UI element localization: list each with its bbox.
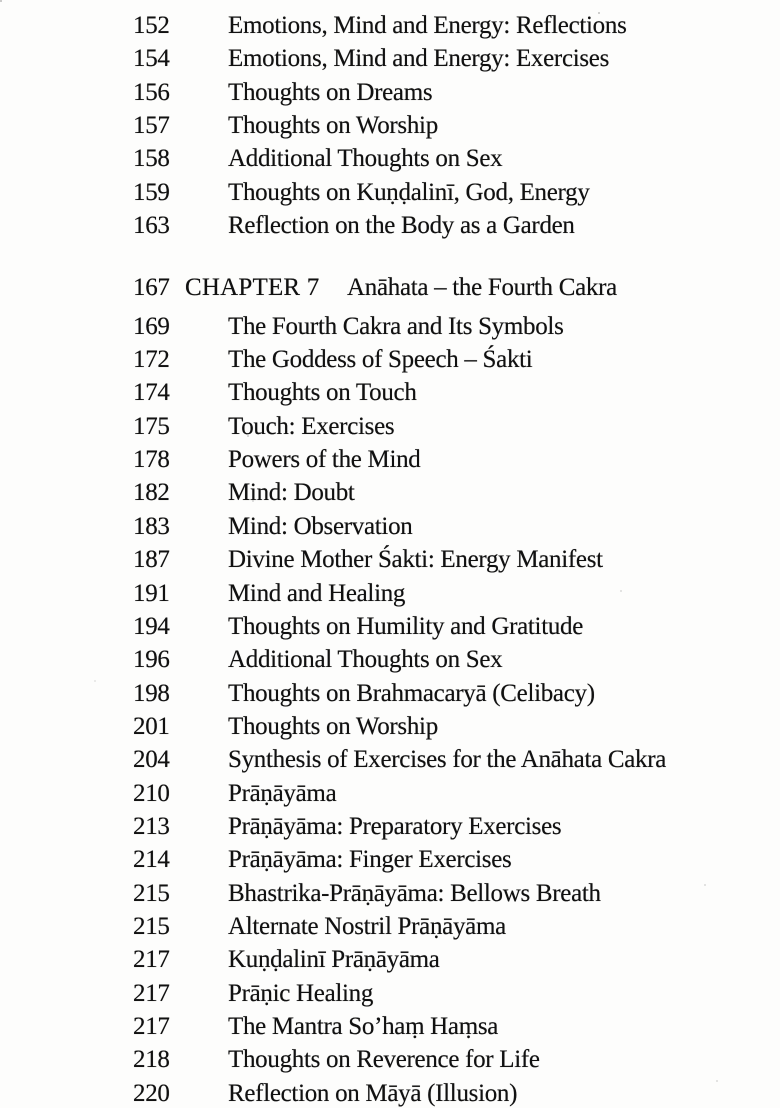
- chapter-heading-row: [0, 271, 780, 304]
- entry-title: Prāṇāyāma: Finger Exercises: [228, 846, 512, 874]
- entry-page-number: 217: [133, 979, 170, 1007]
- toc-section-post-chapter: [0, 310, 780, 1108]
- entry-page-number: 204: [133, 746, 170, 774]
- entry-title: Thoughts on Worship: [228, 112, 438, 140]
- toc-entry-row: [0, 410, 780, 443]
- entry-title: Mind and Healing: [228, 579, 406, 607]
- entry-page-number: 214: [133, 846, 170, 874]
- entry-title: Synthesis of Exercises for the Anāhata Cakra: [228, 746, 667, 774]
- toc-entry-row: [0, 209, 780, 242]
- entry-title: Alternate Nostril Prāṇāyāma: [228, 912, 506, 940]
- entry-title: Thoughts on Kuṇḍalinī, God, Energy: [228, 178, 590, 206]
- toc-entry-row: [0, 376, 780, 409]
- toc-entry-row: [0, 943, 780, 976]
- toc-section-pre-chapter: [0, 9, 780, 242]
- entry-page-number: 175: [133, 412, 170, 440]
- entry-title: Prāṇāyāma: [228, 779, 337, 807]
- toc-entry-row: [0, 743, 780, 776]
- entry-title: Reflection on the Body as a Garden: [228, 212, 575, 240]
- toc-entry-row: [0, 610, 780, 643]
- entry-page-number: 217: [133, 946, 170, 974]
- entry-title: Prāṇic Healing: [228, 979, 374, 1007]
- entry-page-number: 159: [133, 178, 170, 206]
- entry-title: Prāṇāyāma: Preparatory Exercises: [228, 812, 562, 840]
- entry-page-number: 213: [133, 812, 170, 840]
- toc-entry-row: [0, 9, 780, 42]
- entry-title: The Goddess of Speech – Śakti: [228, 346, 533, 374]
- toc-entry-row: [0, 577, 780, 610]
- entry-page-number: 169: [133, 312, 170, 340]
- entry-title: Thoughts on Brahmacaryā (Celibacy): [228, 679, 595, 707]
- entry-page-number: 157: [133, 112, 170, 140]
- entry-page-number: 152: [133, 12, 170, 39]
- entry-page-number: 215: [133, 879, 170, 907]
- entry-page-number: 156: [133, 78, 170, 106]
- toc-entry-row: [0, 843, 780, 876]
- entry-page-number: 198: [133, 679, 170, 707]
- entry-title: Emotions, Mind and Energy: Exercises: [228, 45, 610, 73]
- toc-entry-row: [0, 176, 780, 209]
- entry-title: The Mantra So’haṃ Haṃsa: [228, 1012, 499, 1040]
- entry-title: Emotions, Mind and Energy: Reflections: [228, 12, 627, 39]
- entry-title: Additional Thoughts on Sex: [228, 646, 503, 674]
- entry-page-number: 201: [133, 712, 170, 740]
- entry-title: Mind: Doubt: [228, 479, 355, 507]
- toc-entry-row: [0, 343, 780, 376]
- entry-page-number: 220: [133, 1079, 170, 1107]
- entry-page-number: 178: [133, 446, 170, 474]
- chapter-label: CHAPTER 7: [185, 274, 320, 302]
- entry-title: Powers of the Mind: [228, 446, 421, 474]
- toc-entry-row: [0, 810, 780, 843]
- toc-entry-row: [0, 1010, 780, 1043]
- entry-title: Thoughts on Touch: [228, 379, 417, 407]
- entry-page-number: 196: [133, 646, 170, 674]
- entry-page-number: 174: [133, 379, 170, 407]
- entry-page-number: 217: [133, 1012, 170, 1040]
- toc-entry-row: [0, 42, 780, 75]
- entry-page-number: 172: [133, 346, 170, 374]
- entry-page-number: 215: [133, 912, 170, 940]
- toc-entry-row: [0, 543, 780, 576]
- entry-page-number: 183: [133, 512, 170, 540]
- entry-title: Reflection on Māyā (Illusion): [228, 1079, 518, 1107]
- entry-page-number: 154: [133, 45, 170, 73]
- toc-entry-row: [0, 1077, 780, 1108]
- entry-title: Mind: Observation: [228, 512, 413, 540]
- toc-entry-row: [0, 310, 780, 343]
- toc-entry-row: [0, 910, 780, 943]
- entry-page-number: 218: [133, 1046, 170, 1074]
- entry-page-number: 163: [133, 212, 170, 240]
- table-of-contents: [0, 9, 780, 1108]
- toc-entry-row: [0, 76, 780, 109]
- chapter-title: Anāhata – the Fourth Cakra: [347, 274, 617, 302]
- toc-entry-row: [0, 677, 780, 710]
- toc-entry-row: [0, 1043, 780, 1076]
- chapter-page-number: 167: [133, 274, 170, 302]
- entry-title: Touch: Exercises: [228, 412, 395, 440]
- entry-title: Divine Mother Śakti: Energy Manifest: [228, 546, 603, 574]
- entry-page-number: 187: [133, 546, 170, 574]
- entry-title: Kuṇḍalinī Prāṇāyāma: [228, 946, 440, 974]
- entry-title: Thoughts on Worship: [228, 712, 438, 740]
- toc-entry-row: [0, 777, 780, 810]
- toc-entry-row: [0, 643, 780, 676]
- entry-page-number: 194: [133, 612, 170, 640]
- entry-title: The Fourth Cakra and Its Symbols: [228, 312, 564, 340]
- entry-page-number: 182: [133, 479, 170, 507]
- toc-entry-row: [0, 710, 780, 743]
- toc-entry-row: [0, 109, 780, 142]
- entry-title: Additional Thoughts on Sex: [228, 145, 503, 173]
- toc-entry-row: [0, 476, 780, 509]
- entry-title: Thoughts on Reverence for Life: [228, 1046, 540, 1074]
- toc-entry-row: [0, 877, 780, 910]
- entry-title: Bhastrika-Prāṇāyāma: Bellows Breath: [228, 879, 601, 907]
- entry-page-number: 191: [133, 579, 170, 607]
- entry-page-number: 158: [133, 145, 170, 173]
- entry-page-number: 210: [133, 779, 170, 807]
- toc-entry-row: [0, 977, 780, 1010]
- entry-title: Thoughts on Humility and Gratitude: [228, 612, 584, 640]
- toc-entry-row: [0, 443, 780, 476]
- toc-entry-row: [0, 142, 780, 175]
- entry-title: Thoughts on Dreams: [228, 78, 433, 106]
- toc-entry-row: [0, 510, 780, 543]
